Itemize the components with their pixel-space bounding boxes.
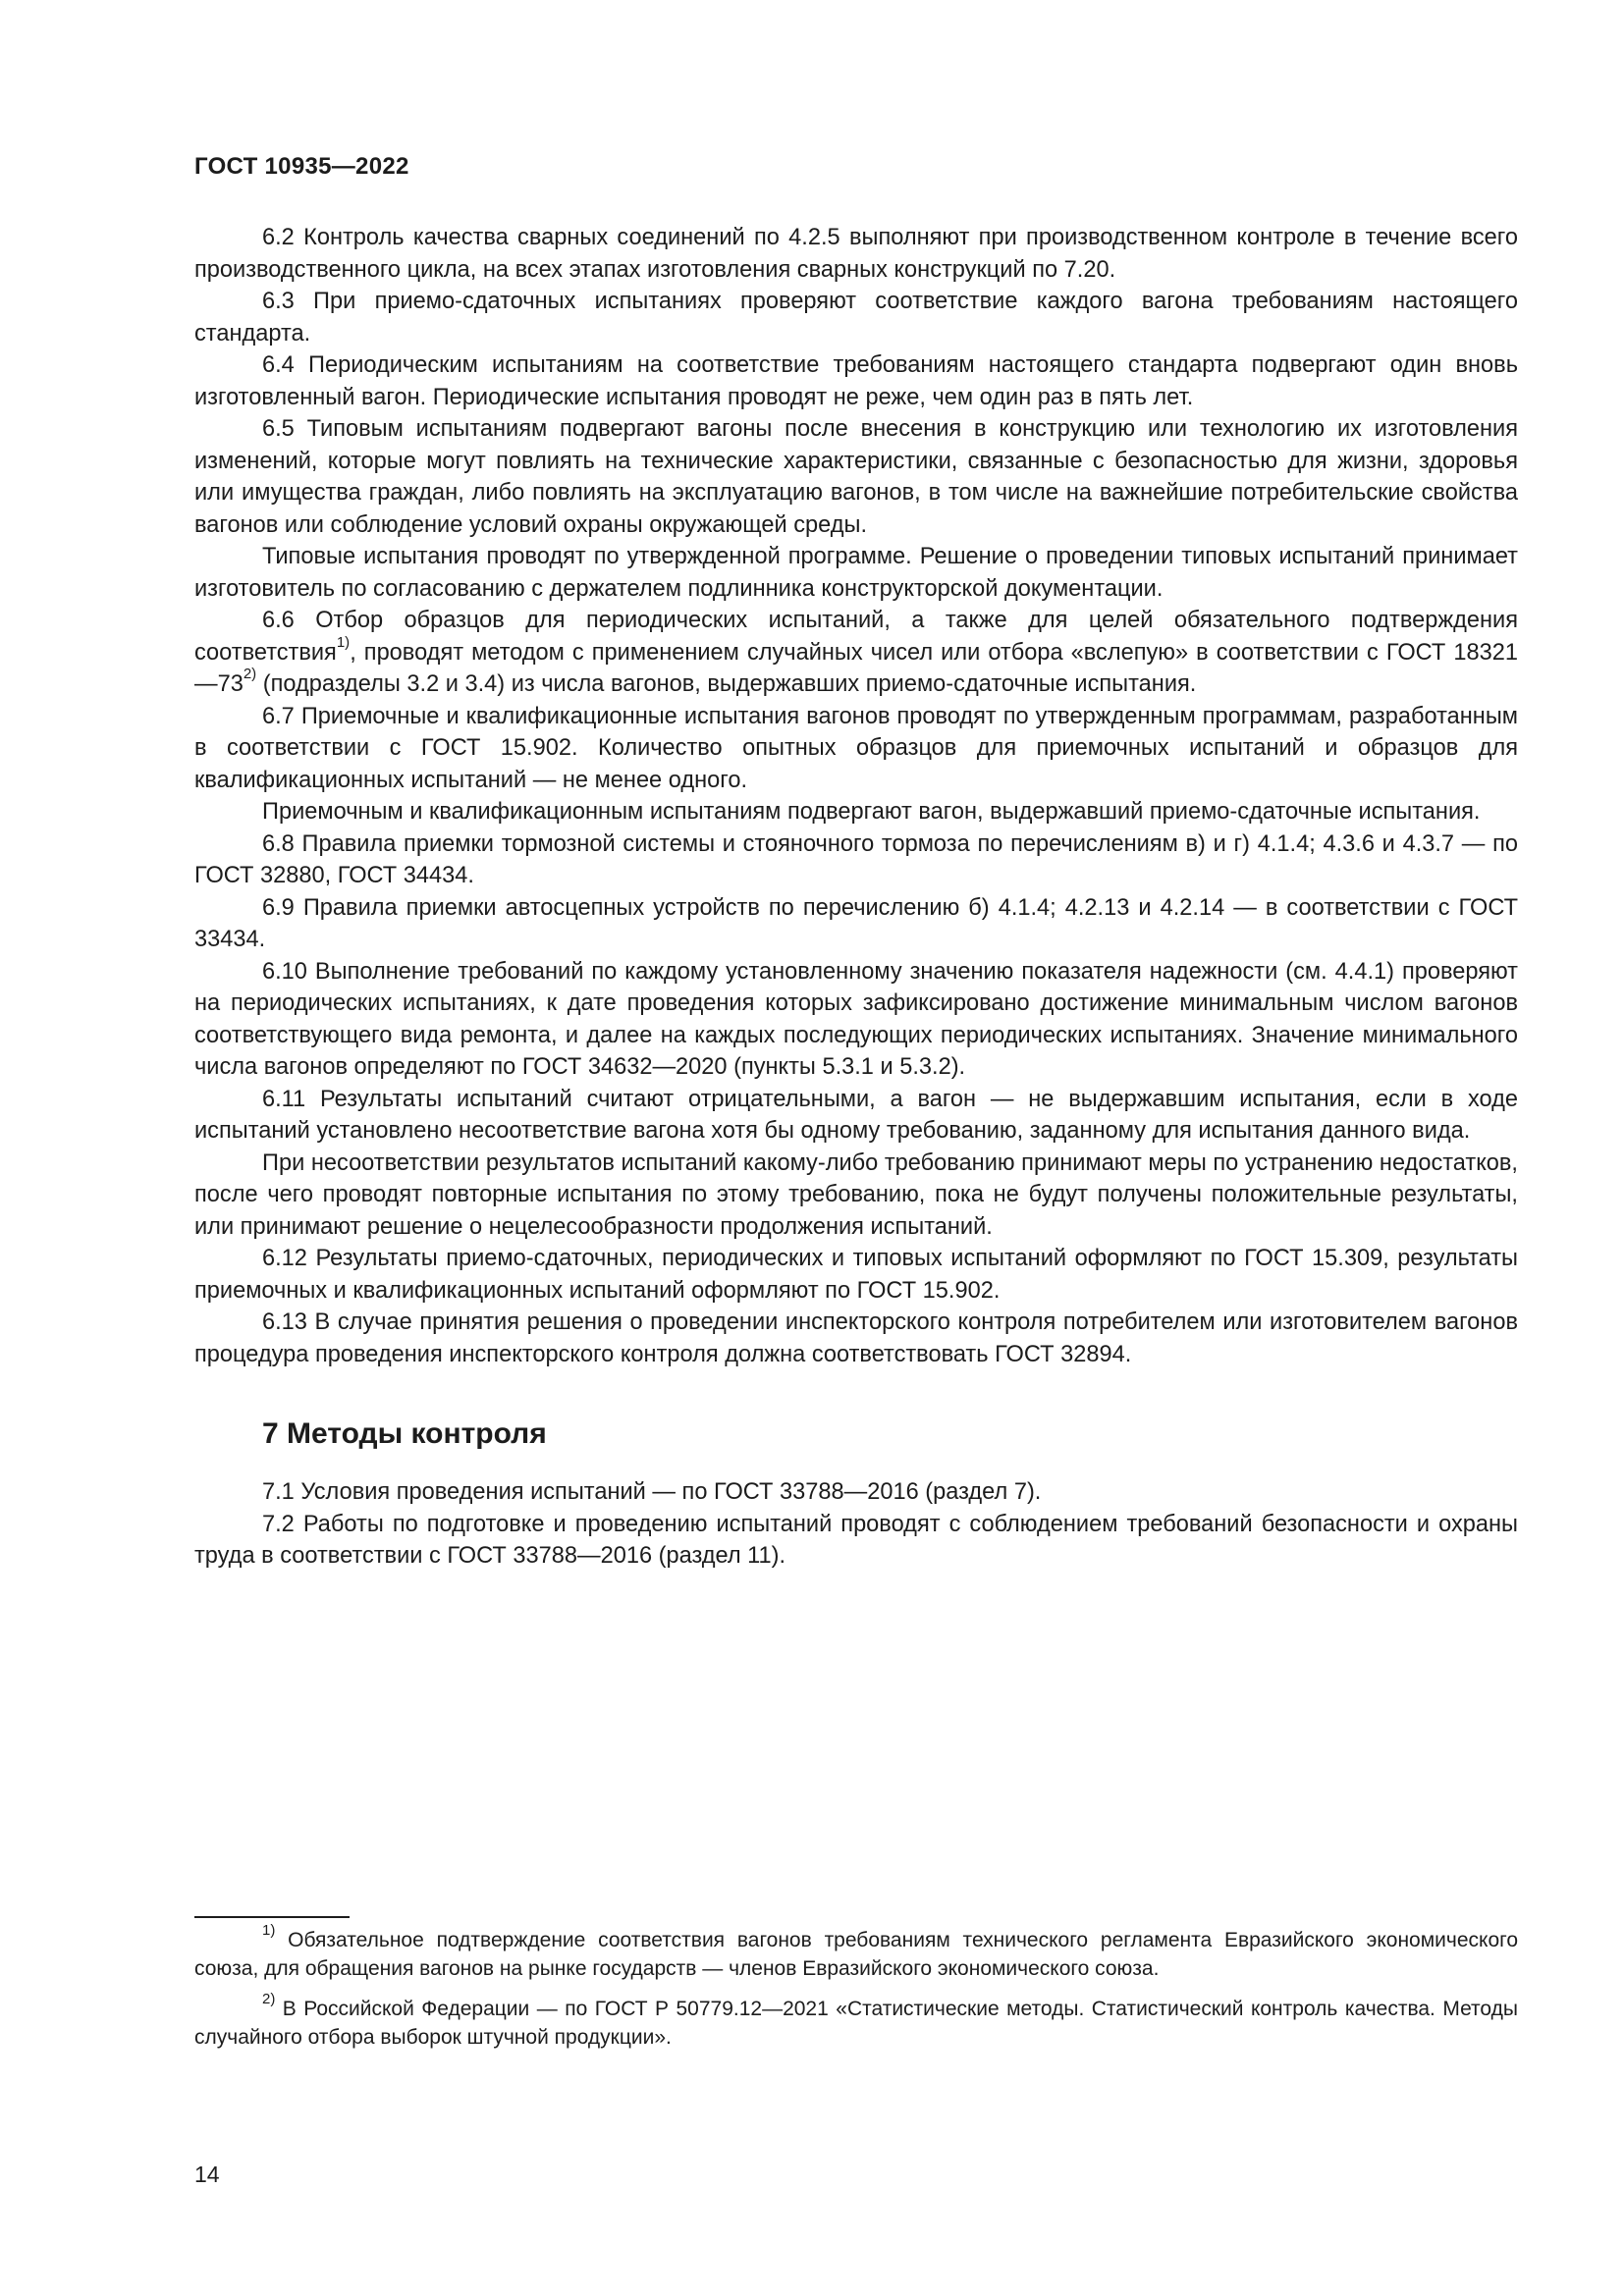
paragraph-6-3: 6.3 При приемо-сдаточных испытаниях проверяют соответствие каждого вагона требованиям настоящего стандарта. xyxy=(194,289,1518,347)
section-7-heading: 7 Методы контроля xyxy=(262,1417,547,1450)
paragraph-7-2: 7.2 Работы по подготовке и проведению испытаний проводят с соблюдением требований безопасности и охраны труда в соответствии с ГОСТ 33788—2016 (раздел 11). xyxy=(194,1511,1518,1569)
paragraph-6-7-acceptance: Приемочным и квалификационным испытаниям подвергают вагон, выдержавший приемо-сдаточные испытания. xyxy=(262,799,1481,825)
footnote-mark-2: 2) xyxy=(262,1991,276,2007)
paragraph-6-5: 6.5 Типовым испытаниям подвергают вагоны после внесения в конструкцию или технологию их изготовления изменений, которые могут повлиять на технические характеристики, связанные с безопасностью для жизни, здоровья или имущества граждан, либо повлиять на эксплуатацию вагонов, в том числе на важнейшие потребительские свойства вагонов или соблюдение условий охраны окружающей среды. xyxy=(194,416,1518,538)
page-body xyxy=(194,222,1518,1573)
paragraph-6-10: 6.10 Выполнение требований по каждому установленному значению показателя надежности (см. 4.4.1) проверяют на периодических испытаниях, к дате проведения которых зафиксировано достижение минимальным числом вагонов соответствующего вида ремонта, и далее на каждых последующих периодических испытаниях. Значение минимального числа вагонов определяют по ГОСТ 34632—2020 (пункты 5.3.1 и 5.3.2). xyxy=(194,958,1518,1080)
paragraph-6-8: 6.8 Правила приемки тормозной системы и стояночного тормоза по перечислениям в) и г) 4.1.4; 4.3.6 и 4.3.7 — по ГОСТ 32880, ГОСТ 34434. xyxy=(194,830,1518,888)
paragraph-6-6 xyxy=(194,605,1518,701)
footnote-1 xyxy=(194,1922,1518,1983)
footnote-ref-2[interactable]: 2) xyxy=(243,666,257,683)
paragraph-6-12: 6.12 Результаты приемо-сдаточных, периодических и типовых испытаний оформляют по ГОСТ 15.309, результаты приемочных и квалификационных испытаний оформляют по ГОСТ 15.902. xyxy=(194,1246,1518,1304)
footnote-text-1: Обязательное подтверждение соответствия вагонов требованиям технического регламента Евразийского экономического союза, для обращения вагонов на рынке государств — членов Евразийского экономического союза. xyxy=(194,1929,1518,1980)
footnote-ref-1[interactable]: 1) xyxy=(336,633,351,651)
paragraph-6-7: 6.7 Приемочные и квалификационные испытания вагонов проводят по утвержденным программам, разработанным в соответствии с ГОСТ 15.902. Количество опытных образцов для приемочных испытаний и образцов для квалификационных испытаний — не менее одного. xyxy=(194,703,1518,793)
footnote-divider xyxy=(194,1916,350,1918)
paragraph-6-11-nonconformity: При несоответствии результатов испытаний какому-либо требованию принимают меры по устранению недостатков, после чего проводят повторные испытания по этому требованию, пока не будут получены положительные результаты, или принимают решение о нецелесообразности продолжения испытаний. xyxy=(194,1149,1518,1240)
paragraph-6-9: 6.9 Правила приемки автосцепных устройств по перечислению б) 4.1.4; 4.2.13 и 4.2.14 — в соответствии с ГОСТ 33434. xyxy=(194,894,1518,952)
footnote-mark-1: 1) xyxy=(262,1922,276,1939)
footnotes xyxy=(194,1922,1518,2063)
paragraph-6-2: 6.2 Контроль качества сварных соединений по 4.2.5 выполняют при производственном контроле в течение всего производственного цикла, на всех этапах изготовления сварных конструкций по 7.20. xyxy=(194,225,1518,283)
paragraph-6-6-part1: 6.6 Отбор образцов для периодических испытаний, а также для целей обязательного подтверждения соответствия xyxy=(194,608,1518,666)
paragraph-7-1: 7.1 Условия проведения испытаний — по ГОСТ 33788—2016 (раздел 7). xyxy=(262,1479,1042,1505)
footnote-text-2: В Российской Федерации — по ГОСТ Р 50779.12—2021 «Статистические методы. Статистический контроль качества. Методы случайного отбора выборок штучной продукции». xyxy=(194,1998,1518,2049)
page-number: 14 xyxy=(194,2162,220,2187)
paragraph-6-13: 6.13 В случае принятия решения о проведении инспекторского контроля потребителем или изготовителем вагонов процедура проведения инспекторского контроля должна соответствовать ГОСТ 32894. xyxy=(194,1309,1518,1367)
paragraph-6-6-part3: (подразделы 3.2 и 3.4) из числа вагонов, выдержавших приемо-сдаточные испытания. xyxy=(256,671,1197,697)
paragraph-6-4: 6.4 Периодическим испытаниям на соответствие требованиям настоящего стандарта подвергают один вновь изготовленный вагон. Периодические испытания проводят не реже, чем один раз в пять лет. xyxy=(194,352,1518,410)
footnote-2 xyxy=(194,1991,1518,2052)
paragraph-6-11: 6.11 Результаты испытаний считают отрицательными, а вагон — не выдержавшим испытания, если в ходе испытаний установлено несоответствие вагона хотя бы одному требованию, заданному для испытания данного вида. xyxy=(194,1086,1518,1144)
document-header: ГОСТ 10935—2022 xyxy=(194,153,409,180)
paragraph-6-6-part2: , проводят методом с применением случайных чисел или отбора «вслепую» в соответствии с ГОСТ 18321—73 xyxy=(194,639,1518,697)
paragraph-6-5-typical: Типовые испытания проводят по утвержденной программе. Решение о проведении типовых испытаний принимает изготовитель по согласованию с держателем подлинника конструкторской документации. xyxy=(194,544,1518,602)
